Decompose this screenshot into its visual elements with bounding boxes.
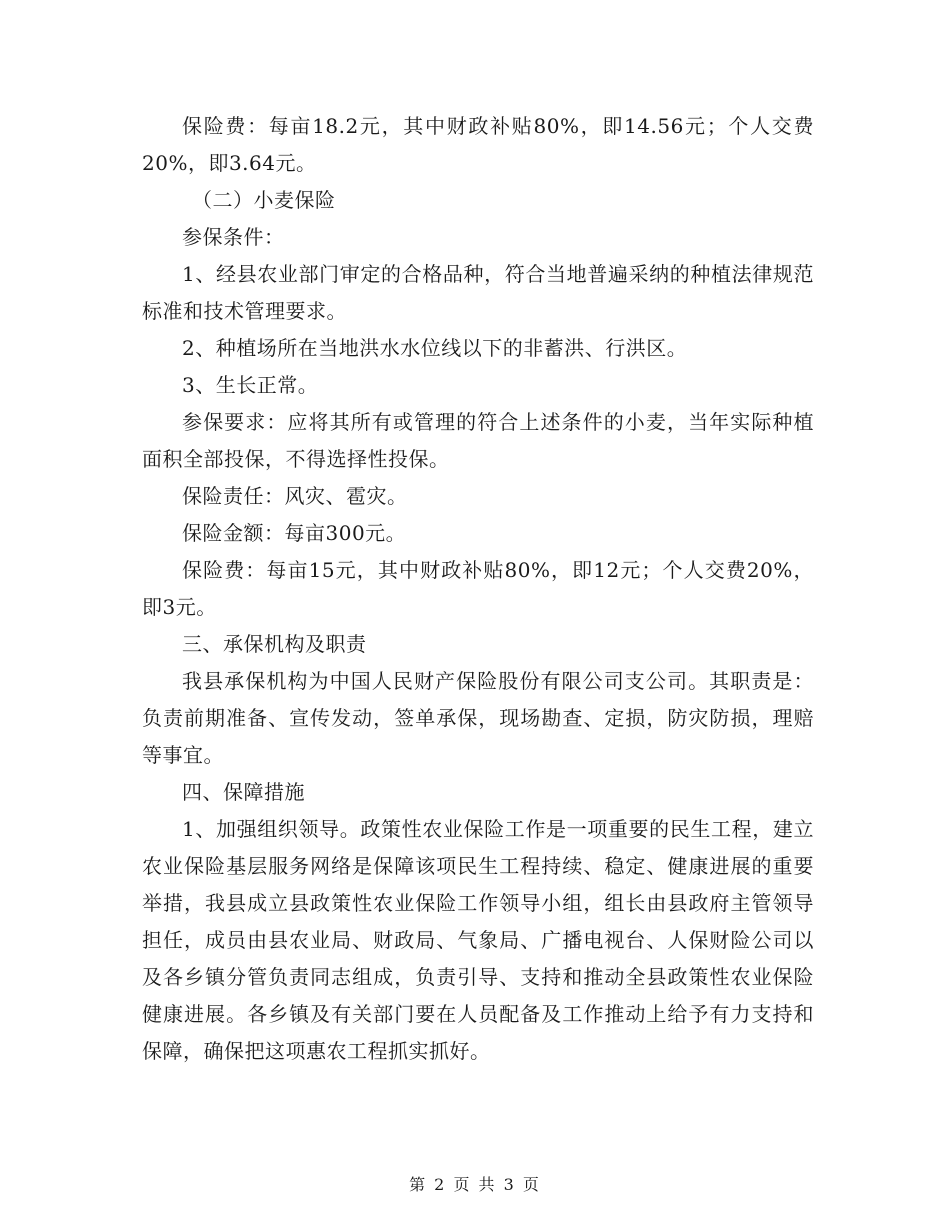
- paragraph-eligibility-3: 3、生长正常。: [182, 373, 319, 397]
- paragraph-eligibility-2: 2、种植场所在当地洪水水位线以下的非蓄洪、行洪区。: [182, 336, 688, 360]
- paragraph-eligibility-1: 1、经县农业部门审定的合格品种，符合当地普遍采纳的种植法律规范标准和技术管理要求。: [142, 262, 814, 323]
- paragraph-requirements: 参保要求：应将其所有或管理的符合上述条件的小麦，当年实际种植面积全部投保，不得选择性投保。: [142, 410, 814, 471]
- paragraph-amount: 保险金额：每亩300元。: [182, 521, 407, 545]
- page-footer: 第 2 页 共 3 页: [409, 1175, 541, 1194]
- paragraph-premium-rice: 保险费：每亩18.2元，其中财政补贴80%，即14.56元；个人交费20%，即3.64元。: [142, 114, 814, 175]
- paragraph-liability: 保险责任：风灾、雹灾。: [182, 484, 408, 508]
- paragraph-premium-wheat: 保险费：每亩15元，其中财政补贴80%，即12元；个人交费20%，即3元。: [142, 558, 814, 619]
- document-body: [142, 108, 814, 1070]
- heading-measures: 四、保障措施: [182, 780, 305, 804]
- heading-underwriter: 三、承保机构及职责: [182, 632, 367, 656]
- paragraph-eligibility-title: 参保条件：: [182, 225, 285, 249]
- heading-wheat-insurance: （二）小麦保险: [192, 188, 336, 212]
- paragraph-underwriter: 我县承保机构为中国人民财产保险股份有限公司支公司。其职责是：负责前期准备、宣传发动，签单承保，现场勘查、定损，防灾防损，理赔等事宜。: [142, 669, 814, 767]
- paragraph-measure-1: 1、加强组织领导。政策性农业保险工作是一项重要的民生工程，建立农业保险基层服务网络是保障该项民生工程持续、稳定、健康进展的重要举措，我县成立县政策性农业保险工作领导小组，组长由县政府主管领导担任，成员由县农业局、财政局、气象局、广播电视台、人保财险公司以及各乡镇分管负责同志组成，负责引导、支持和推动全县政策性农业保险健康进展。各乡镇及有关部门要在人员配备及工作推动上给予有力支持和保障，确保把这项惠农工程抓实抓好。: [142, 817, 814, 1063]
